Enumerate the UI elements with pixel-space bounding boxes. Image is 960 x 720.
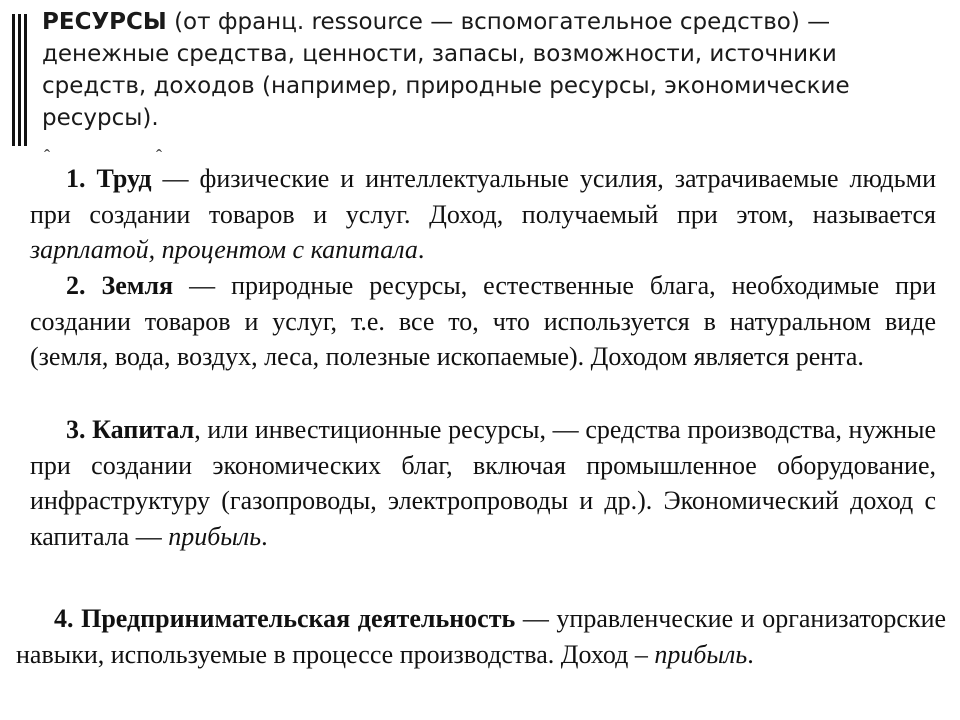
caret-mark: ˆ	[156, 146, 162, 166]
definition-block	[0, 0, 960, 160]
item-tail: .	[261, 521, 268, 551]
item-number: 4.	[54, 604, 74, 633]
margin-bar	[12, 14, 15, 146]
item-text: — управленческие и организаторские навыки, используемые в процессе производства. Доход –	[16, 604, 947, 669]
caret-mark: ˆ	[44, 146, 50, 166]
item-name: Предпринимательская деятельность	[81, 604, 516, 633]
resource-item-labor	[30, 161, 936, 268]
margin-bar	[24, 14, 27, 146]
item-income: зарплатой, процентом с капитала	[30, 235, 418, 264]
item-name: Земля	[101, 271, 174, 300]
item-income: прибыль	[654, 639, 748, 669]
definition-term: РЕСУРСЫ	[42, 9, 167, 35]
resource-item-capital	[30, 412, 936, 554]
item-number: 1.	[66, 164, 86, 193]
item-text: — природные ресурсы, естественные блага, необходимые при создании товаров и услуг, т.е. все то, что используется в натуральном виде (земля, вода, воздух, леса, полезные ископаемые). Доходом является рента.	[30, 271, 936, 371]
definition-body: (от франц. ressource — вспомогательное средство) — денежные средства, ценности, запасы, возможности, источники средств, доходов (например, природные ресурсы, экономические ресурсы).	[42, 9, 850, 131]
item-name: Труд	[96, 164, 152, 193]
margin-bar	[18, 14, 21, 146]
definition-text	[42, 6, 922, 134]
item-tail: .	[747, 639, 754, 669]
item-number: 3.	[66, 415, 86, 444]
item-text: — физические и интеллектуальные усилия, затрачиваемые людьми при создании товаров и услуг. Доход, получаемый при этом, называется	[30, 164, 937, 229]
item-tail: .	[417, 235, 425, 264]
item-name: Капитал	[92, 415, 195, 444]
resource-item-land	[30, 268, 936, 375]
resource-item-entrepreneurship	[16, 601, 946, 672]
item-income: прибыль	[168, 521, 262, 551]
item-text: , или инвестиционные ресурсы, — средства производства, нужные при создании экономических благ, включая промышленное оборудование, инфраструктуру (газопроводы, электропроводы и др.). Экономический доход с капитала —	[30, 415, 937, 551]
item-number: 2.	[66, 271, 86, 300]
